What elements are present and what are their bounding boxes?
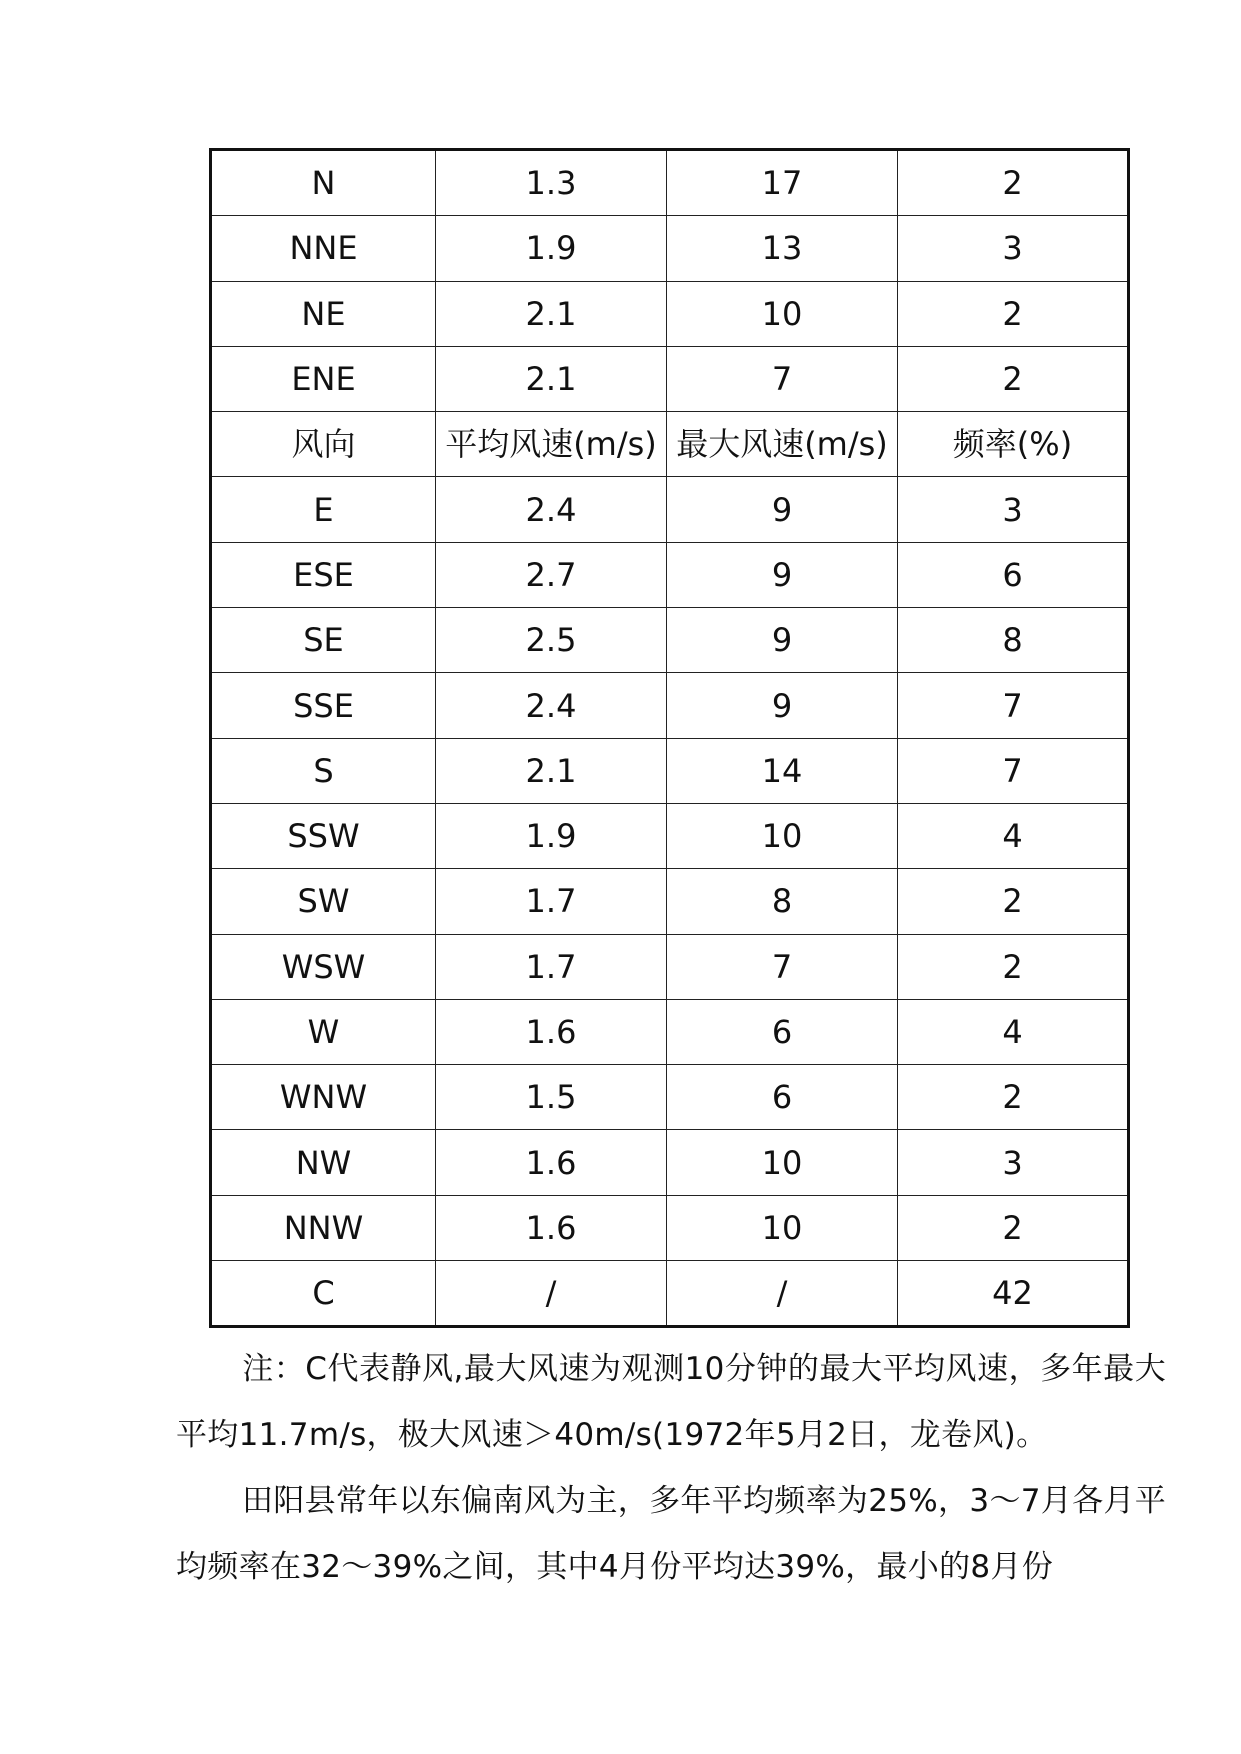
table-cell: 9 [667, 542, 898, 607]
table-row [211, 281, 1129, 346]
table-cell: 1.6 [436, 1195, 667, 1260]
table-cell: 2.1 [436, 738, 667, 803]
table-cell: 1.6 [436, 999, 667, 1064]
table-cell: 8 [898, 608, 1129, 673]
table-cell: 平均风速(m/s) [436, 412, 667, 477]
table-cell: 10 [667, 803, 898, 868]
table-row [211, 1065, 1129, 1130]
table-row [211, 1261, 1129, 1327]
table-cell: / [436, 1261, 667, 1327]
table-cell: WSW [211, 934, 436, 999]
table-cell: SE [211, 608, 436, 673]
table-cell: 7 [898, 673, 1129, 738]
table-cell: 10 [667, 1130, 898, 1195]
table-cell: NNW [211, 1195, 436, 1260]
table-cell: NE [211, 281, 436, 346]
table-cell: 2 [898, 346, 1129, 411]
table-cell: 2 [898, 1065, 1129, 1130]
table-cell: 3 [898, 477, 1129, 542]
table-cell: 6 [667, 999, 898, 1064]
table-cell: 7 [898, 738, 1129, 803]
table-cell: NW [211, 1130, 436, 1195]
table-row [211, 542, 1129, 607]
table-row [211, 346, 1129, 411]
table-cell: 2.1 [436, 346, 667, 411]
table-row [211, 150, 1129, 216]
table-cell: 频率(%) [898, 412, 1129, 477]
table-footnote [176, 1336, 1166, 1468]
table-cell: 2 [898, 1195, 1129, 1260]
footnote-text: 注：C代表静风,最大风速为观测10分钟的最大平均风速，多年最大平均11.7m/s，极大风速＞40m/s(1972年5月2日，龙卷风)。 [176, 1351, 1166, 1453]
table-cell: 3 [898, 1130, 1129, 1195]
table-cell: 2 [898, 281, 1129, 346]
table-cell: 2.7 [436, 542, 667, 607]
table-cell: 9 [667, 673, 898, 738]
table-row [211, 738, 1129, 803]
table-cell: WNW [211, 1065, 436, 1130]
table-row [211, 803, 1129, 868]
table-cell: NNE [211, 216, 436, 281]
table-row [211, 934, 1129, 999]
table-cell: 1.3 [436, 150, 667, 216]
table-row [211, 477, 1129, 542]
table-cell: 1.9 [436, 803, 667, 868]
table-cell: 2 [898, 150, 1129, 216]
table-cell: 1.5 [436, 1065, 667, 1130]
table-cell: 7 [667, 346, 898, 411]
table-row [211, 216, 1129, 281]
table-row [211, 1130, 1129, 1195]
table-cell: 2.5 [436, 608, 667, 673]
table-row [211, 673, 1129, 738]
wind-statistics-table [209, 148, 1130, 1328]
table-cell: 8 [667, 869, 898, 934]
body-paragraph-text: 田阳县常年以东偏南风为主，多年平均频率为25%，3～7月各月平均频率在32～39%之间，其中4月份平均达39%，最小的8月份 [176, 1483, 1166, 1585]
table-cell: 2.1 [436, 281, 667, 346]
table-cell: 6 [898, 542, 1129, 607]
table-cell: 最大风速(m/s) [667, 412, 898, 477]
table-cell: ENE [211, 346, 436, 411]
table-row [211, 412, 1129, 477]
body-paragraph [176, 1468, 1166, 1600]
table-cell: 4 [898, 999, 1129, 1064]
table-cell: 17 [667, 150, 898, 216]
table-cell: ESE [211, 542, 436, 607]
table-cell: 7 [667, 934, 898, 999]
table-cell: 2 [898, 869, 1129, 934]
table-cell: 9 [667, 608, 898, 673]
table-cell: 2.4 [436, 477, 667, 542]
table-cell: 1.7 [436, 934, 667, 999]
table-cell: 2.4 [436, 673, 667, 738]
table-cell: 13 [667, 216, 898, 281]
table-row [211, 869, 1129, 934]
table-cell: C [211, 1261, 436, 1327]
table-cell: 1.7 [436, 869, 667, 934]
table-row [211, 999, 1129, 1064]
table-cell: 14 [667, 738, 898, 803]
table-cell: SSE [211, 673, 436, 738]
table-cell: 10 [667, 281, 898, 346]
table-row [211, 608, 1129, 673]
table-cell: W [211, 999, 436, 1064]
table-cell: 2 [898, 934, 1129, 999]
table-cell: 3 [898, 216, 1129, 281]
table-cell: 1.6 [436, 1130, 667, 1195]
table-row [211, 1195, 1129, 1260]
table-cell: 4 [898, 803, 1129, 868]
table-cell: SSW [211, 803, 436, 868]
table-cell: SW [211, 869, 436, 934]
table-cell: N [211, 150, 436, 216]
table-cell: 1.9 [436, 216, 667, 281]
table-cell: S [211, 738, 436, 803]
table-cell: 6 [667, 1065, 898, 1130]
table-cell: 风向 [211, 412, 436, 477]
table-cell: E [211, 477, 436, 542]
table-cell: 42 [898, 1261, 1129, 1327]
table-cell: 9 [667, 477, 898, 542]
wind-table-body [211, 150, 1129, 1327]
table-cell: / [667, 1261, 898, 1327]
table-cell: 10 [667, 1195, 898, 1260]
